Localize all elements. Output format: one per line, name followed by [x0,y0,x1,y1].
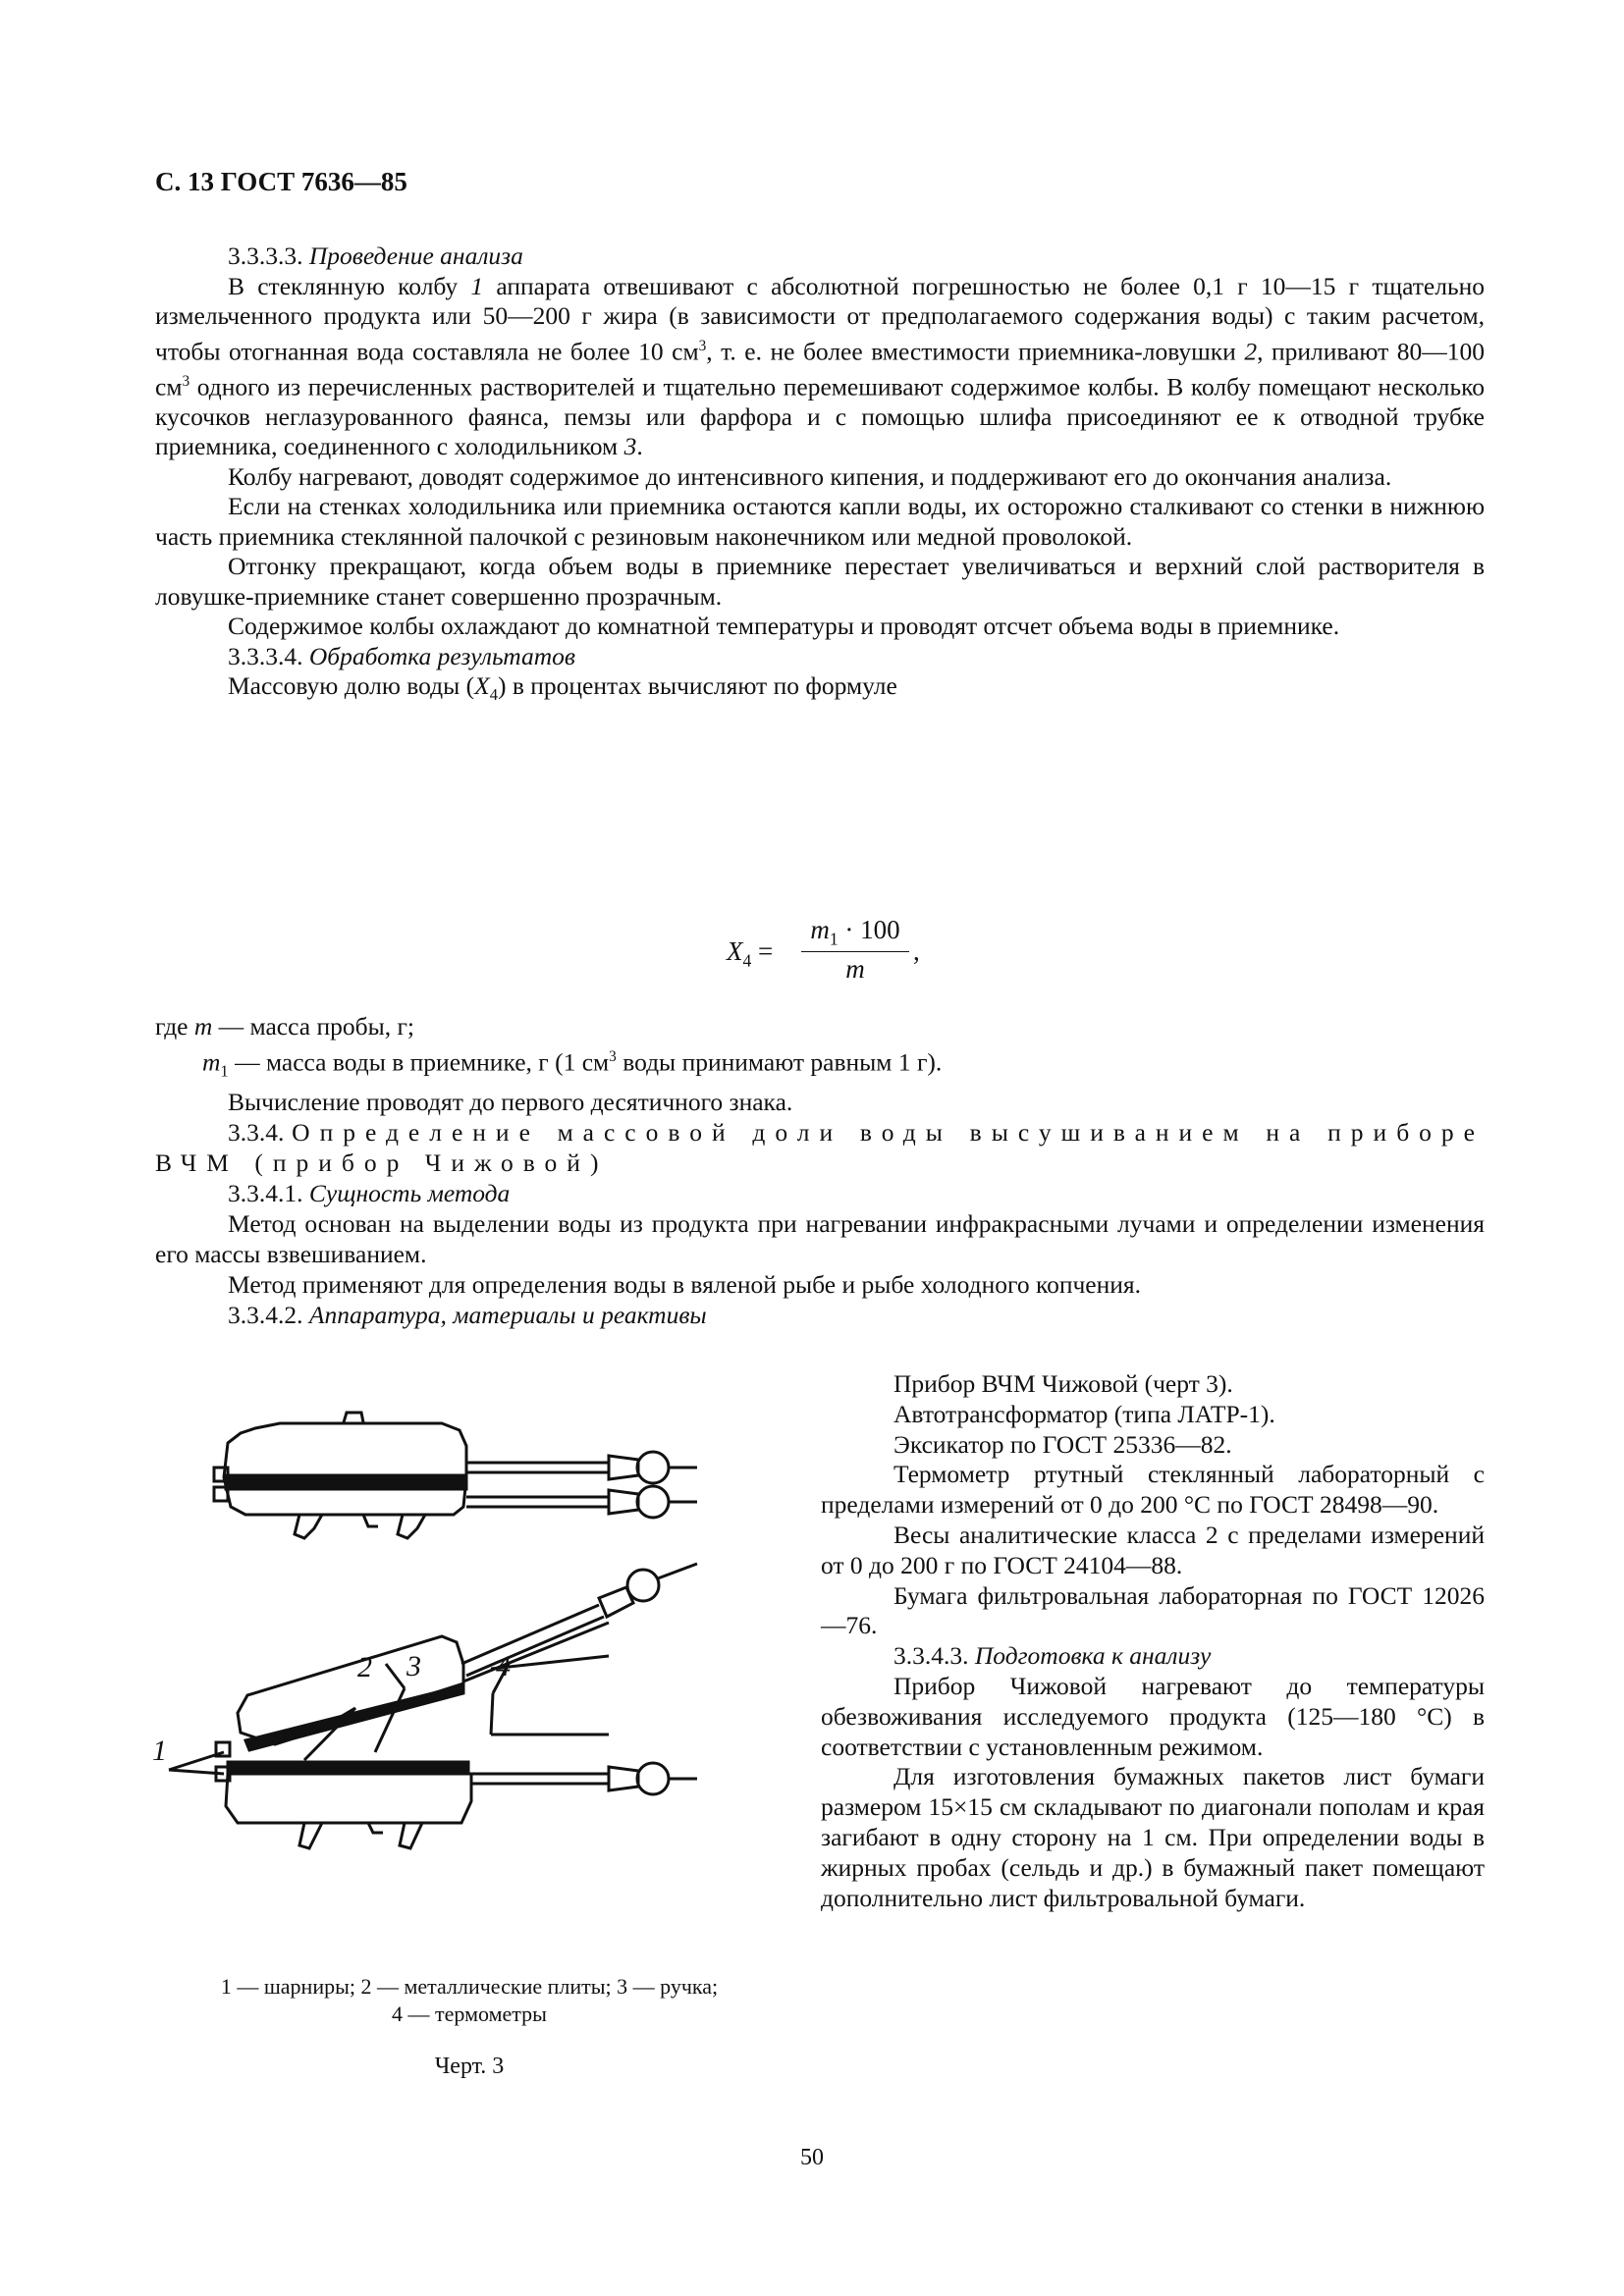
section-heading: 3.3.4. Определение массовой доли воды высушиванием на приборе ВЧМ (прибор Чижовой) [155,1117,1485,1177]
figure-label: Черт. 3 [434,2054,505,2079]
main-text-block [155,241,1485,711]
paragraph: Колбу нагревают, доводят содержимое до интенсивного кипения, и поддерживают его до окончания анализа. [228,461,1392,491]
formula-comma: , [913,936,920,966]
callout-3: 3 [406,1650,421,1682]
paragraph: Массовую долю воды $(X_4)$ в процентах вычисляют по формуле [228,671,897,705]
list-item: Термометр ртутный стеклянный лабораторный с пределами измерений от 0 до 200 °С по ГОСТ 28498—90. [821,1460,1485,1520]
section-heading: 3.3.4.3. Подготовка к анализу [893,1641,1212,1671]
list-item: Весы аналитические класса 2 с пределами измерений от 0 до 200 г по ГОСТ 24104—88. [821,1520,1485,1579]
device-diagram [147,1369,795,1978]
section-heading: 3.3.4.1. Сущность метода [228,1178,511,1207]
section-heading: 3.3.4.2. Аппаратура, материалы и реактивы [228,1300,707,1329]
where-line: где m — масса пробы, г; [155,1012,414,1041]
formula-lhs: $X_4$ = [727,936,774,971]
paragraph: Метод основан на выделении воды из продукта при нагревании инфракрасными лучами и определении изменения его массы взвешиванием. [155,1208,1485,1268]
formula-denominator: m [845,954,865,985]
paragraph: Для изготовления бумажных пакетов лист бумаги размером 15×15 см складывают по диагонали пополам и края загибают в одну сторону на 1 см. При определении воды в жирных пробах (сельдь и др.) в бумажный пакет помещают дополнительно лист фильтровальной бумаги. [821,1762,1485,1912]
list-item: Прибор ВЧМ Чижовой (черт 3). [893,1369,1233,1398]
where-line: $m_1$ — масса воды в приемнике, г (1 $см^3$ воды принимают равным 1 г). [202,1047,943,1081]
paragraph: Отгонку прекращают, когда объем воды в приемнике перестает увеличиваться и верхний слой растворителя в ловушке-приемнике станет совершенно прозрачным. [155,552,1485,611]
paragraph: Содержимое колбы охлаждают до комнатной температуры и проводят отсчет объема воды в приемнике. [228,612,1340,640]
figure-drawing [147,1369,795,2017]
formula-fraction [801,915,909,985]
callout-1: 1 [152,1735,167,1767]
list-item: Бумага фильтровальная лабораторная по ГОСТ 12026—76. [821,1580,1485,1640]
figure-caption [155,1973,784,2028]
where-block [155,1011,1485,1330]
callout-4: 4 [496,1650,511,1682]
paragraph: Прибор Чижовой нагревают до температуры обезвоживания исследуемого продукта (125—180 °С) в соответствии с установленным режимом. [821,1671,1485,1761]
list-item: Эксикатор по ГОСТ 25336—82. [893,1429,1232,1459]
section-heading: 3.3.3.3. Проведение анализа [228,241,523,270]
page-header: С. 13 ГОСТ 7636—85 [155,167,407,196]
formula-numerator: $m_1 \cdot 100$ [801,915,909,952]
paragraph: В стеклянную колбу 1 аппарата отвешивают с абсолютной погрешностью не более 0,1 г 10—15 г тщательно измельченного продукта или 50—200 г жира (в зависимости от предполагаемого содержания воды) с таким расчетом, чтобы отогнанная вода составляла не более 10 $см^3$, т. е. не более вместимости приемника-ловушки 2, приливают 80—100 $см^3$ одного из перечисленных растворителей и тщательно перемешивают содержимое колбы. В колбу помещают несколько кусочков неглазурованного фаянса, пемзы или фарфора и с помощью шлифа присоединяют ее к отводной трубке приемника, соединенного с холодильником 3. [155,271,1486,460]
paragraph: Метод применяют для определения воды в вяленой рыбе и рыбе холодного копчения. [228,1269,1142,1299]
page-number: 50 [800,2145,824,2170]
right-column [821,1369,1485,1913]
list-item: Автотрансформатор (типа ЛАТР-1). [893,1399,1275,1428]
caption-line: 4 — термометры [392,2002,547,2026]
section-heading: 3.3.3.4. Обработка результатов [228,641,575,670]
caption-line: 1 — шарниры; 2 — металлические плиты; 3 — ручка; [220,1974,719,1999]
paragraph: Вычисление проводят до первого десятичного знака. [228,1087,793,1116]
callout-2: 2 [357,1651,372,1683]
paragraph: Если на стенках холодильника или приемника остаются капли воды, их осторожно сталкивают со стенки в нижнюю часть приемника стеклянной палочкой с резиновым наконечником или медной проволокой. [155,492,1485,551]
